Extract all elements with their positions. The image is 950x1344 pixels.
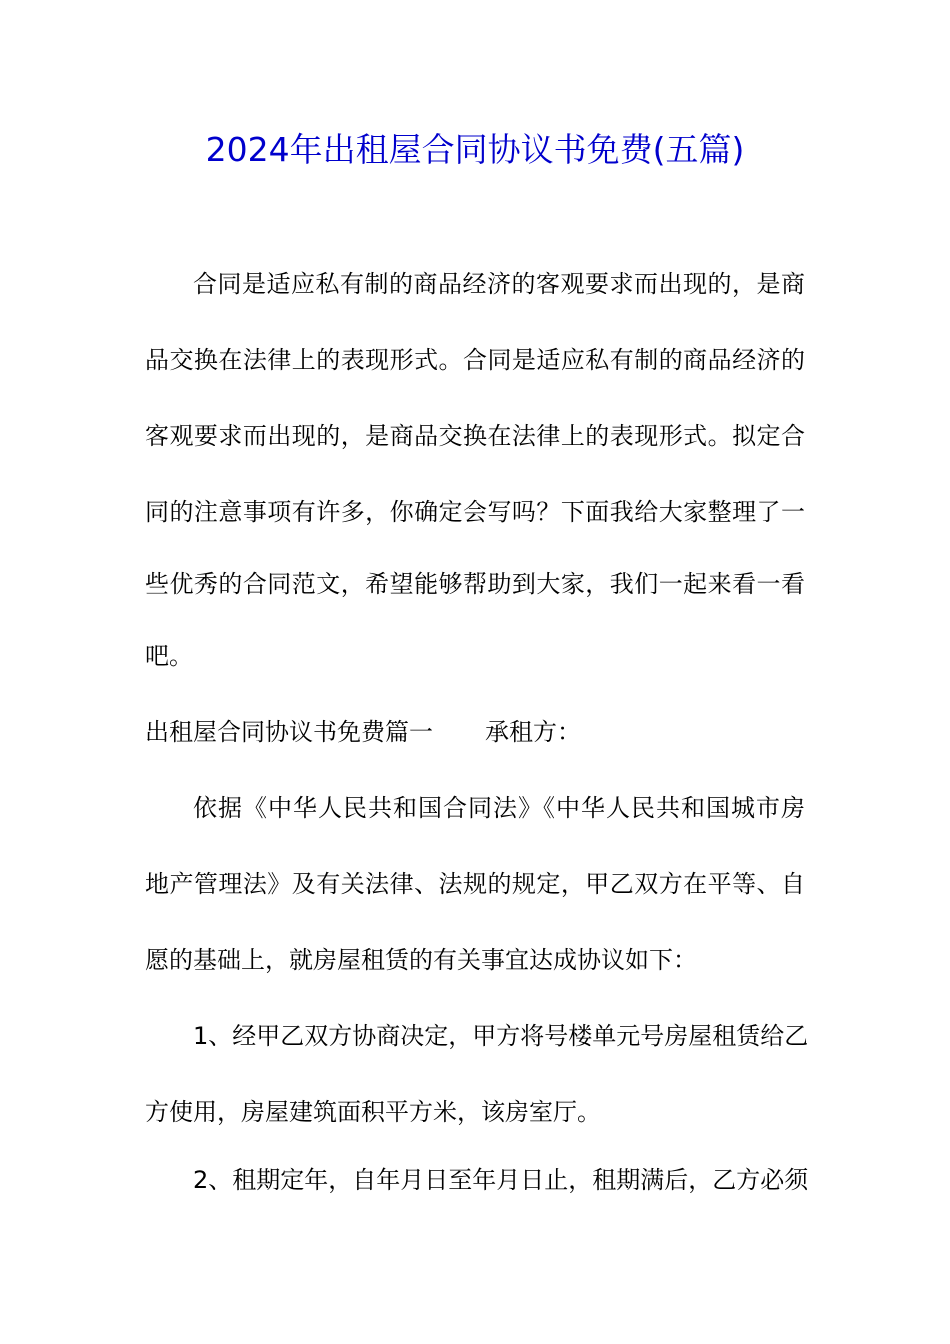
section-heading-row (145, 716, 805, 748)
document-title: 2024年出租屋合同协议书免费(五篇) (205, 130, 745, 169)
paragraph-line: 些优秀的合同范文，希望能够帮助到大家，我们一起来看一看 (145, 570, 805, 598)
paragraph-line: 客观要求而出现的，是商品交换在法律上的表现形式。拟定合 (145, 422, 805, 450)
paragraph-line: 2、租期定年，自年月日至年月日止，租期满后，乙方必须 (193, 1166, 809, 1194)
paragraph-line: 同的注意事项有许多，你确定会写吗？下面我给大家整理了一 (145, 498, 805, 526)
paragraph-line: 合同是适应私有制的商品经济的客观要求而出现的，是商 (193, 270, 805, 298)
paragraph-line: 依据《中华人民共和国合同法》《中华人民共和国城市房 (193, 794, 805, 822)
lessee-label: 承租方： (485, 718, 581, 746)
paragraph-line: 地产管理法》及有关法律、法规的规定，甲乙双方在平等、自 (145, 870, 805, 898)
paragraph-line: 1、经甲乙双方协商决定，甲方将号楼单元号房屋租赁给乙 (193, 1022, 809, 1050)
paragraph-line: 品交换在法律上的表现形式。合同是适应私有制的商品经济的 (145, 346, 805, 374)
paragraph-line: 愿的基础上，就房屋租赁的有关事宜达成协议如下： (145, 946, 697, 974)
section-heading: 出租屋合同协议书免费篇一 (145, 718, 433, 746)
paragraph-line: 吧。 (145, 642, 193, 670)
paragraph-line: 方使用，房屋建筑面积平方米，该房室厅。 (145, 1098, 601, 1126)
